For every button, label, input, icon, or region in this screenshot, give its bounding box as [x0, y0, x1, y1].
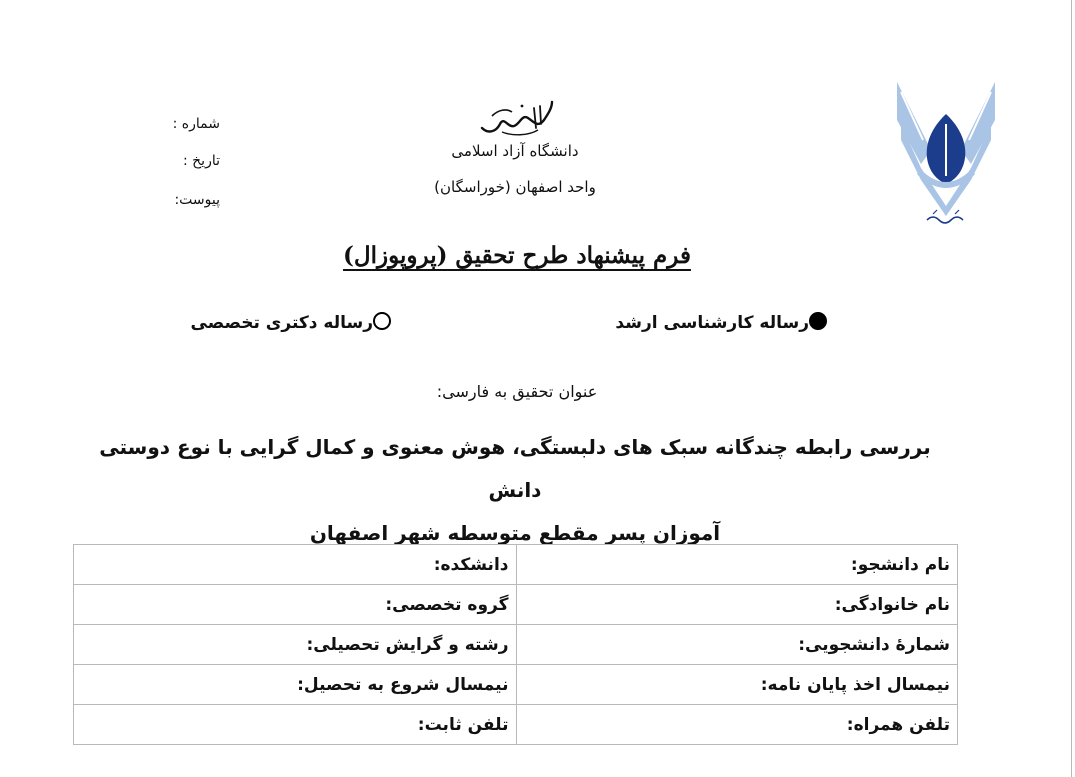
table-row — [74, 705, 958, 745]
thesis-option-phd-label: رساله دکتری تخصصی — [190, 313, 373, 333]
table-row — [74, 625, 958, 665]
research-title-line-1: بررسی رابطه چندگانه سبک های دلبستگی، هوش معنوی و کمال گرایی با نوع دوستی دانش — [99, 435, 931, 502]
research-title — [95, 426, 935, 555]
letter-number-label: شماره : — [172, 116, 220, 132]
student-number-field[interactable]: شمارهٔ دانشجویی: — [516, 625, 958, 665]
university-logo — [893, 80, 999, 230]
specialty-group-field[interactable]: گروه تخصصی: — [74, 585, 517, 625]
page-edge-divider — [1071, 0, 1072, 777]
table-row — [74, 585, 958, 625]
table-row — [74, 545, 958, 585]
thesis-option-phd[interactable] — [191, 312, 391, 333]
basmala-calligraphy — [478, 98, 556, 138]
family-name-field[interactable]: نام خانوادگی: — [516, 585, 958, 625]
thesis-semester-field[interactable]: نیمسال اخذ پایان نامه: — [516, 665, 958, 705]
landline-phone-field[interactable]: تلفن ثابت: — [74, 705, 517, 745]
attachment-label: پیوست: — [174, 192, 220, 208]
mobile-phone-field[interactable]: تلفن همراه: — [516, 705, 958, 745]
faculty-field[interactable]: دانشکده: — [74, 545, 517, 585]
radio-selected-icon[interactable] — [809, 312, 827, 330]
university-name: دانشگاه آزاد اسلامی — [451, 142, 579, 160]
university-branch: واحد اصفهان (خوراسگان) — [434, 178, 596, 196]
student-name-field[interactable]: نام دانشجو: — [516, 545, 958, 585]
student-info-table — [73, 544, 958, 745]
research-title-label: عنوان تحقیق به فارسی: — [436, 382, 598, 401]
thesis-option-masters[interactable] — [615, 312, 827, 333]
start-semester-field[interactable]: نیمسال شروع به تحصیل: — [74, 665, 517, 705]
research-title-line-2: آموزان پسر مقطع متوسطه شهر اصفهان — [309, 521, 721, 545]
major-field[interactable]: رشته و گرایش تحصیلی: — [74, 625, 517, 665]
thesis-option-masters-label: رساله کارشناسی ارشد — [615, 313, 809, 333]
form-title: فرم پیشنهاد طرح تحقیق (پروپوزال) — [343, 242, 691, 269]
letter-date-label: تاریخ : — [182, 153, 220, 169]
table-row — [74, 665, 958, 705]
radio-unselected-icon[interactable] — [373, 312, 391, 330]
